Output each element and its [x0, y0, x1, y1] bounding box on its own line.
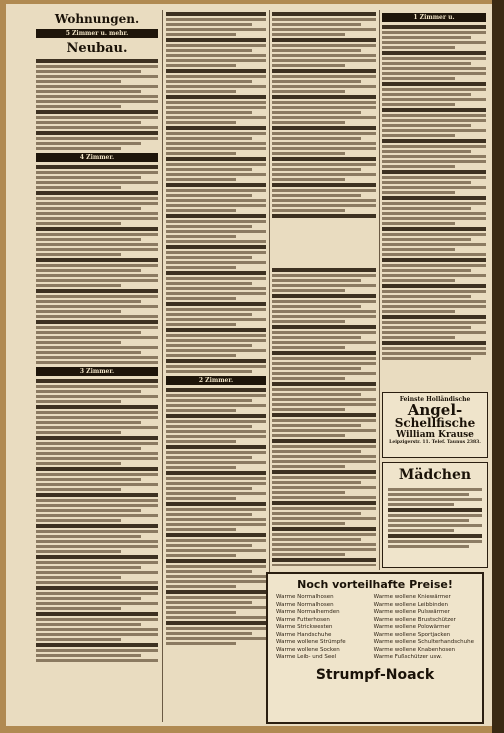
list-item: Warme wollene Brustschützer	[373, 616, 456, 623]
category-bar: 3 Zimmer.	[36, 367, 158, 376]
ad-line: Schellfische	[394, 416, 476, 430]
column-3	[272, 10, 376, 260]
list-item: Warme wollene Leibbinden	[373, 601, 448, 608]
list-item: Warme Handschuhe	[276, 631, 332, 638]
page-edge-shadow	[492, 0, 504, 733]
ad-title: Noch vorteilhafte Preise!	[297, 578, 453, 591]
ad-line: Feinste Holländische	[399, 396, 471, 403]
ad-line: Angel-	[407, 401, 463, 419]
list-item: Warme wollene Pulswärmer	[373, 609, 450, 615]
list-item: Warme wollene Knabenhosen	[373, 646, 456, 653]
category-bar: 4 Zimmer.	[36, 153, 158, 162]
column-1	[36, 10, 158, 722]
ad-line: William Krause	[396, 430, 474, 440]
ad-title: Mädchen	[398, 467, 472, 483]
list-item: Warme Normalhosen	[276, 594, 334, 600]
strumpf-noack-ad	[266, 572, 484, 724]
list-item: Warme Leib- und Seel	[276, 654, 337, 660]
list-item: Warme Futterhosen	[276, 616, 330, 623]
category-bar: 5 Zimmer u. mehr.	[36, 29, 158, 38]
newspaper-page	[6, 4, 492, 726]
list-item: Warme Fußschützer usw.	[373, 654, 442, 660]
column-4	[382, 10, 486, 390]
list-item: Warme Normalhemden	[276, 609, 340, 615]
right-list	[374, 594, 474, 662]
list-item: Warme wollene Strümpfe	[276, 639, 346, 645]
brand-name: Strumpf-Noack	[315, 666, 435, 683]
neubau-heading: Neubau.	[66, 41, 128, 56]
list-item: Warme wollene Kniewärmer	[373, 594, 451, 600]
section-heading: Wohnungen.	[54, 12, 140, 26]
list-item: Warme wollene Schulterhandschuhe	[373, 639, 474, 645]
list-item: Warme wollene Sportjacken	[373, 631, 451, 638]
maedchen-ad	[382, 462, 488, 568]
ad-line: Leipzigerstr. 11. Telef. Taunus 2383.	[389, 440, 481, 445]
list-item: Warme Normalhosen	[276, 601, 334, 608]
list-item: Warme wollene Socken	[276, 646, 340, 653]
category-bar: 1 Zimmer u.	[382, 13, 486, 22]
list-item: Warme Strickwesten	[276, 624, 333, 630]
angel-schellfische-ad	[382, 392, 488, 458]
column-2	[166, 10, 266, 722]
left-list	[276, 594, 346, 662]
column-3-lower	[272, 266, 376, 566]
category-bar: 2 Zimmer.	[166, 376, 266, 385]
list-item: Warme wollene Polowärmer	[373, 624, 451, 630]
